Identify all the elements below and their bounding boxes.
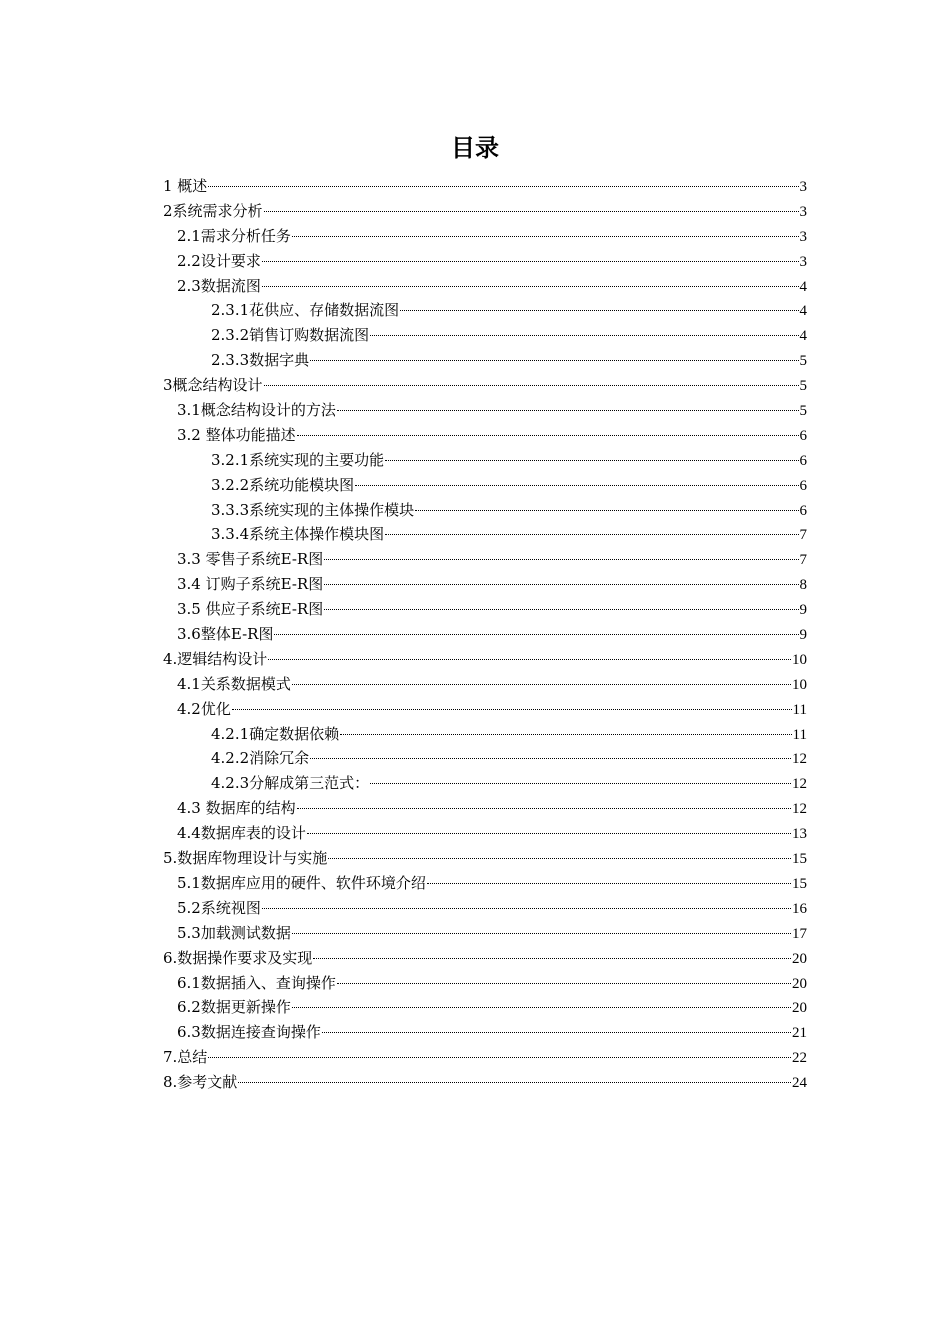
toc-entry-page-number: 9 bbox=[799, 602, 807, 619]
toc-entry[interactable] bbox=[163, 249, 807, 274]
toc-entry-title: 4.2.3分解成第三范式： bbox=[211, 774, 370, 793]
toc-entry-page-number: 7 bbox=[799, 552, 807, 569]
toc-entry-page-number: 6 bbox=[799, 452, 807, 469]
toc-entry[interactable] bbox=[163, 398, 807, 423]
toc-entry[interactable] bbox=[163, 348, 807, 373]
dot-leader bbox=[370, 335, 798, 336]
toc-entry[interactable] bbox=[163, 622, 807, 647]
toc-entry-page-number: 10 bbox=[792, 651, 807, 668]
toc-entry[interactable] bbox=[163, 473, 807, 498]
dot-leader bbox=[385, 460, 798, 461]
toc-entry[interactable] bbox=[163, 697, 807, 722]
dot-leader bbox=[313, 958, 791, 959]
toc-entry-title: 6.2数据更新操作 bbox=[177, 998, 291, 1017]
toc-entry[interactable] bbox=[163, 647, 807, 672]
toc-entry-page-number: 11 bbox=[792, 726, 807, 743]
dot-leader bbox=[337, 410, 799, 411]
page-title: 目录 bbox=[451, 134, 499, 162]
toc-entry[interactable] bbox=[163, 871, 807, 896]
toc-entry-title: 5.数据库物理设计与实施 bbox=[163, 849, 328, 868]
toc-entry-page-number: 24 bbox=[792, 1075, 807, 1092]
toc-entry-title: 6.数据操作要求及实现 bbox=[163, 948, 313, 967]
dot-leader bbox=[415, 510, 798, 511]
toc-entry[interactable] bbox=[163, 946, 807, 971]
toc-entry-page-number: 5 bbox=[799, 403, 807, 420]
toc-entry-title: 2.3.3数据字典 bbox=[211, 351, 310, 370]
toc-entry[interactable] bbox=[163, 672, 807, 697]
toc-entry[interactable] bbox=[163, 274, 807, 299]
toc-entry-title: 3.2.2系统功能模块图 bbox=[211, 475, 355, 494]
toc-entry-title: 4.2.1确定数据依赖 bbox=[211, 724, 340, 743]
table-of-contents bbox=[163, 174, 807, 1095]
toc-entry[interactable] bbox=[163, 572, 807, 597]
toc-entry-title: 4.3 数据库的结构 bbox=[177, 799, 296, 818]
toc-entry-title: 3.6整体E-R图 bbox=[177, 625, 274, 644]
toc-entry[interactable] bbox=[163, 821, 807, 846]
dot-leader bbox=[355, 485, 798, 486]
toc-entry-page-number: 4 bbox=[799, 303, 807, 320]
toc-entry-page-number: 8 bbox=[799, 577, 807, 594]
toc-entry-title: 4.4数据库表的设计 bbox=[177, 824, 306, 843]
toc-entry[interactable] bbox=[163, 971, 807, 996]
dot-leader bbox=[324, 559, 798, 560]
toc-entry-title: 3.3.4系统主体操作模块图 bbox=[211, 525, 385, 544]
dot-leader bbox=[292, 1007, 791, 1008]
toc-entry[interactable] bbox=[163, 722, 807, 747]
toc-entry-page-number: 15 bbox=[792, 875, 807, 892]
toc-entry-page-number: 22 bbox=[792, 1050, 807, 1067]
toc-entry-title: 2系统需求分析 bbox=[163, 201, 263, 220]
toc-entry-title: 5.1数据库应用的硬件、软件环境介绍 bbox=[177, 873, 426, 892]
toc-entry[interactable] bbox=[163, 522, 807, 547]
toc-entry-title: 3.4 订购子系统E-R图 bbox=[177, 575, 324, 594]
toc-entry-title: 4.1关系数据模式 bbox=[177, 674, 291, 693]
toc-entry-page-number: 3 bbox=[799, 203, 807, 220]
dot-leader bbox=[264, 211, 799, 212]
toc-entry-title: 5.2系统视图 bbox=[177, 898, 261, 917]
dot-leader bbox=[324, 584, 798, 585]
toc-entry[interactable] bbox=[163, 995, 807, 1020]
toc-entry[interactable] bbox=[163, 746, 807, 771]
toc-entry-page-number: 20 bbox=[792, 975, 807, 992]
toc-entry[interactable] bbox=[163, 448, 807, 473]
dot-leader bbox=[297, 435, 799, 436]
toc-entry-page-number: 3 bbox=[799, 253, 807, 270]
dot-leader bbox=[268, 659, 791, 660]
toc-entry-page-number: 9 bbox=[799, 627, 807, 644]
dot-leader bbox=[238, 1082, 791, 1083]
toc-entry-page-number: 21 bbox=[792, 1025, 807, 1042]
toc-entry-page-number: 6 bbox=[799, 477, 807, 494]
toc-entry-page-number: 5 bbox=[799, 353, 807, 370]
dot-leader bbox=[208, 1057, 791, 1058]
toc-entry[interactable] bbox=[163, 199, 807, 224]
dot-leader bbox=[400, 310, 798, 311]
dot-leader bbox=[274, 634, 798, 635]
toc-entry[interactable] bbox=[163, 1045, 807, 1070]
toc-entry[interactable] bbox=[163, 796, 807, 821]
toc-entry-page-number: 7 bbox=[799, 527, 807, 544]
dot-leader bbox=[385, 534, 798, 535]
dot-leader bbox=[262, 261, 799, 262]
toc-entry[interactable] bbox=[163, 174, 807, 199]
toc-entry-title: 8.参考文献 bbox=[163, 1073, 238, 1092]
dot-leader bbox=[264, 385, 799, 386]
toc-entry-title: 2.3数据流图 bbox=[177, 276, 261, 295]
toc-entry[interactable] bbox=[163, 373, 807, 398]
toc-entry-page-number: 10 bbox=[792, 676, 807, 693]
toc-entry[interactable] bbox=[163, 423, 807, 448]
toc-entry[interactable] bbox=[163, 846, 807, 871]
dot-leader bbox=[292, 684, 791, 685]
toc-entry[interactable] bbox=[163, 224, 807, 249]
toc-entry-title: 4.2.2消除冗余 bbox=[211, 749, 310, 768]
toc-entry[interactable] bbox=[163, 323, 807, 348]
dot-leader bbox=[328, 858, 791, 859]
toc-entry[interactable] bbox=[163, 1020, 807, 1045]
toc-entry-page-number: 15 bbox=[792, 851, 807, 868]
toc-entry-page-number: 12 bbox=[792, 776, 807, 793]
dot-leader bbox=[262, 908, 791, 909]
toc-entry-title: 2.1需求分析任务 bbox=[177, 226, 291, 245]
dot-leader bbox=[310, 758, 791, 759]
dot-leader bbox=[370, 783, 791, 784]
toc-entry-title: 3概念结构设计 bbox=[163, 376, 263, 395]
toc-entry-title: 3.3.3系统实现的主体操作模块 bbox=[211, 500, 415, 519]
toc-entry-title: 4.逻辑结构设计 bbox=[163, 649, 268, 668]
dot-leader bbox=[297, 808, 791, 809]
toc-entry-page-number: 4 bbox=[799, 328, 807, 345]
toc-entry-title: 3.5 供应子系统E-R图 bbox=[177, 600, 324, 619]
toc-entry-page-number: 5 bbox=[799, 378, 807, 395]
dot-leader bbox=[232, 709, 792, 710]
toc-entry-page-number: 3 bbox=[799, 228, 807, 245]
toc-entry-page-number: 16 bbox=[792, 900, 807, 917]
toc-entry[interactable] bbox=[163, 896, 807, 921]
toc-entry-title: 6.1数据插入、查询操作 bbox=[177, 973, 336, 992]
toc-entry-title: 3.3 零售子系统E-R图 bbox=[177, 550, 324, 569]
toc-entry-title: 3.1概念结构设计的方法 bbox=[177, 401, 336, 420]
toc-entry-title: 3.2 整体功能描述 bbox=[177, 425, 296, 444]
toc-entry[interactable] bbox=[163, 498, 807, 523]
dot-leader bbox=[427, 883, 791, 884]
dot-leader bbox=[310, 360, 798, 361]
toc-entry-title: 1 概述 bbox=[163, 177, 208, 195]
toc-entry-title: 4.2优化 bbox=[177, 699, 231, 718]
toc-entry[interactable] bbox=[163, 921, 807, 946]
toc-entry[interactable] bbox=[163, 1070, 807, 1095]
dot-leader bbox=[292, 236, 799, 237]
toc-entry-title: 7.总结 bbox=[163, 1048, 208, 1067]
toc-entry-page-number: 4 bbox=[799, 278, 807, 295]
dot-leader bbox=[324, 609, 798, 610]
toc-entry-title: 2.3.2销售订购数据流图 bbox=[211, 326, 370, 345]
toc-entry-title: 3.2.1系统实现的主要功能 bbox=[211, 450, 385, 469]
toc-entry-title: 2.3.1花供应、存储数据流图 bbox=[211, 301, 400, 320]
toc-entry-title: 6.3数据连接查询操作 bbox=[177, 1023, 321, 1042]
dot-leader bbox=[307, 833, 791, 834]
dot-leader bbox=[262, 286, 799, 287]
toc-entry-title: 5.3加载测试数据 bbox=[177, 923, 291, 942]
toc-entry-page-number: 13 bbox=[792, 826, 807, 843]
dot-leader bbox=[337, 983, 791, 984]
toc-entry-page-number: 20 bbox=[792, 950, 807, 967]
toc-entry[interactable] bbox=[163, 597, 807, 622]
toc-entry-page-number: 3 bbox=[799, 179, 807, 195]
toc-entry-page-number: 11 bbox=[792, 701, 807, 718]
toc-entry-page-number: 6 bbox=[799, 502, 807, 519]
toc-entry[interactable] bbox=[163, 771, 807, 796]
toc-entry-page-number: 17 bbox=[792, 925, 807, 942]
toc-entry-title: 2.2设计要求 bbox=[177, 251, 261, 270]
toc-entry-page-number: 20 bbox=[792, 1000, 807, 1017]
dot-leader bbox=[340, 734, 791, 735]
dot-leader bbox=[292, 933, 791, 934]
dot-leader bbox=[208, 186, 798, 187]
toc-entry-page-number: 6 bbox=[799, 427, 807, 444]
toc-entry-page-number: 12 bbox=[792, 801, 807, 818]
toc-entry[interactable] bbox=[163, 298, 807, 323]
dot-leader bbox=[322, 1032, 791, 1033]
toc-entry-page-number: 12 bbox=[792, 751, 807, 768]
toc-entry[interactable] bbox=[163, 547, 807, 572]
